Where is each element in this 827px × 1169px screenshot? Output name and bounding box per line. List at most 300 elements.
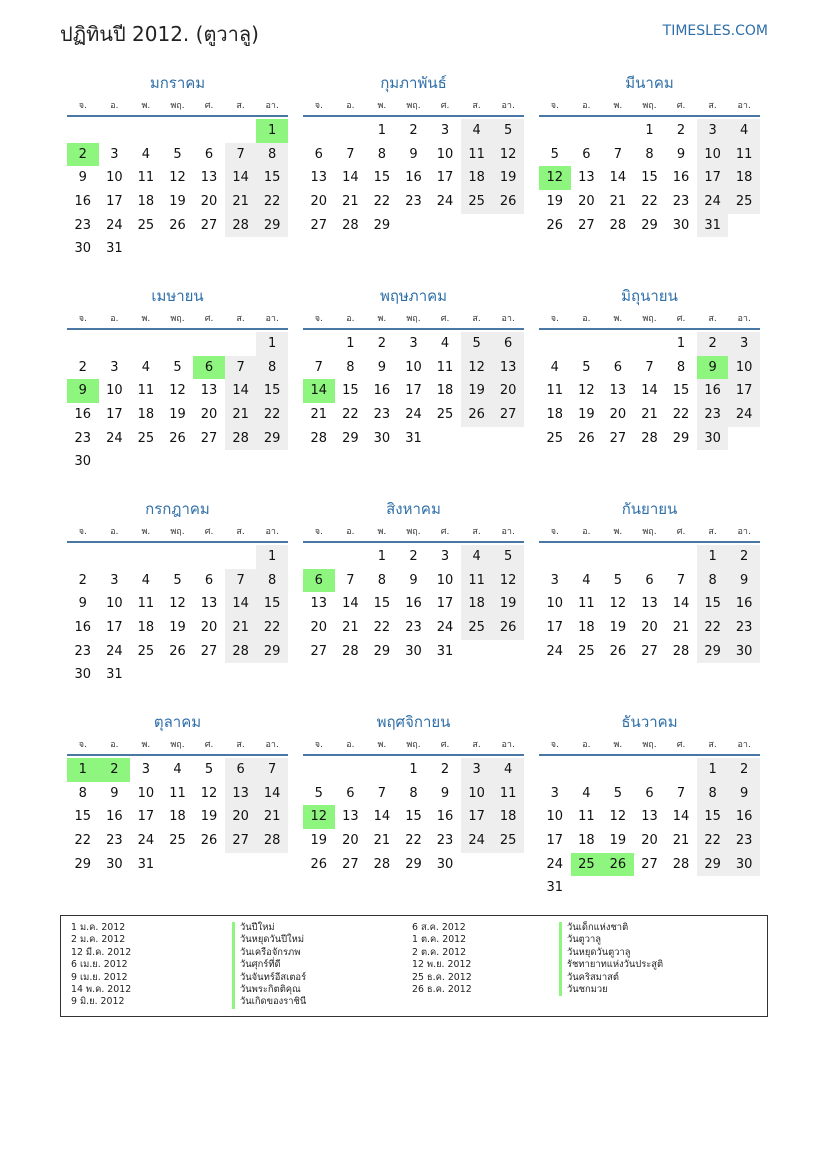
empty-cell bbox=[634, 758, 666, 782]
day-cell: 4 bbox=[461, 119, 493, 143]
day-cell: 25 bbox=[461, 616, 493, 640]
day-cell: 28 bbox=[225, 640, 257, 664]
empty-cell bbox=[602, 332, 634, 356]
week-row bbox=[67, 616, 288, 640]
day-cell: 8 bbox=[78, 785, 87, 801]
day-cell: 13 bbox=[342, 809, 359, 825]
empty-cell bbox=[602, 876, 634, 900]
weekday-label: ส. bbox=[236, 740, 245, 750]
day-cell: 18 bbox=[461, 592, 493, 616]
day-cell: 6 bbox=[204, 146, 214, 162]
day-cell: 16 bbox=[373, 383, 391, 399]
week-row bbox=[67, 332, 288, 356]
holiday-name: วันชกมวย bbox=[559, 984, 663, 996]
weekday-label: จ. bbox=[78, 527, 87, 537]
day-cell: 21 bbox=[672, 833, 690, 849]
day-cell: 24 bbox=[106, 643, 123, 659]
day-cell: 13 bbox=[200, 596, 218, 612]
weekday-label: พ. bbox=[141, 740, 151, 750]
weekday-header bbox=[539, 522, 760, 543]
holiday-day-cell: 2 bbox=[67, 143, 99, 167]
day-cell: 9 bbox=[78, 596, 87, 612]
day-cell: 20 bbox=[342, 833, 359, 849]
day-cell: 31 bbox=[546, 880, 564, 896]
weekday-label: จ. bbox=[550, 101, 559, 111]
day-cell: 20 bbox=[200, 407, 218, 423]
day-cell: 20 bbox=[578, 194, 595, 210]
week-row bbox=[539, 616, 760, 640]
weekday-label: จ. bbox=[550, 740, 559, 750]
empty-cell bbox=[99, 450, 131, 474]
day-cell: 14 bbox=[342, 596, 359, 612]
day-cell: 5 bbox=[613, 572, 623, 588]
weekday-label: ศ. bbox=[204, 101, 214, 111]
empty-cell bbox=[303, 758, 335, 782]
empty-cell bbox=[130, 332, 162, 356]
weekday-label: พฤ. bbox=[170, 740, 185, 750]
month-block bbox=[539, 496, 760, 663]
weekday-label: พ. bbox=[141, 314, 151, 324]
day-cell: 28 bbox=[310, 430, 328, 446]
day-cell: 17 bbox=[697, 166, 729, 190]
weekday-label: ส. bbox=[708, 740, 717, 750]
day-cell: 20 bbox=[310, 620, 328, 636]
empty-cell bbox=[634, 332, 666, 356]
week-row bbox=[539, 640, 760, 664]
day-cell: 12 bbox=[169, 170, 186, 186]
week-row bbox=[539, 545, 760, 569]
weekday-label: จ. bbox=[550, 314, 559, 324]
day-cell: 12 bbox=[169, 383, 186, 399]
day-cell: 10 bbox=[436, 572, 454, 588]
holiday-day-cell: 9 bbox=[697, 356, 729, 380]
empty-cell bbox=[602, 545, 634, 569]
month-name: เมษายน bbox=[151, 287, 204, 305]
day-cell: 25 bbox=[137, 217, 155, 233]
day-cell: 30 bbox=[74, 667, 92, 683]
day-cell: 31 bbox=[106, 241, 123, 257]
day-cell: 14 bbox=[256, 782, 288, 806]
holiday-date: 1 ต.ค. 2012 bbox=[412, 934, 467, 946]
empty-cell bbox=[571, 332, 603, 356]
day-cell: 21 bbox=[609, 194, 627, 210]
day-cell: 3 bbox=[550, 572, 559, 588]
empty-cell bbox=[193, 119, 225, 143]
month-name: มกราคม bbox=[149, 74, 206, 92]
day-cell: 16 bbox=[405, 170, 422, 186]
holiday-name: วันเด็กแห่งชาติ bbox=[559, 922, 663, 934]
empty-cell bbox=[492, 427, 524, 451]
day-cell: 1 bbox=[377, 123, 387, 138]
day-cell: 29 bbox=[373, 643, 391, 659]
day-cell: 23 bbox=[697, 403, 729, 427]
day-cell: 12 bbox=[609, 596, 627, 612]
empty-cell bbox=[130, 450, 162, 474]
day-cell: 1 bbox=[256, 545, 288, 569]
week-row bbox=[67, 569, 288, 593]
day-cell: 17 bbox=[461, 805, 493, 829]
day-cell: 28 bbox=[672, 856, 690, 872]
day-cell: 21 bbox=[225, 190, 257, 214]
day-cell: 8 bbox=[377, 572, 387, 588]
day-cell: 12 bbox=[492, 569, 524, 593]
day-cell: 19 bbox=[461, 379, 493, 403]
day-cell: 3 bbox=[110, 572, 119, 588]
day-cell: 29 bbox=[697, 853, 729, 877]
weekday-label: พฤ. bbox=[170, 527, 185, 537]
day-cell: 29 bbox=[256, 640, 288, 664]
day-cell: 24 bbox=[546, 856, 564, 872]
empty-cell bbox=[539, 758, 571, 782]
day-cell: 7 bbox=[225, 569, 257, 593]
week-row bbox=[303, 592, 524, 616]
day-cell: 2 bbox=[78, 359, 87, 375]
day-cell: 1 bbox=[676, 336, 686, 351]
empty-cell bbox=[256, 237, 288, 261]
day-cell: 19 bbox=[609, 620, 627, 636]
day-cell: 10 bbox=[106, 596, 123, 612]
weekday-label: จ. bbox=[314, 527, 323, 537]
month-name: ธันวาคม bbox=[621, 713, 678, 731]
month-block bbox=[539, 709, 760, 900]
month-name: สิงหาคม bbox=[386, 500, 441, 518]
empty-cell bbox=[665, 758, 697, 782]
empty-cell bbox=[335, 545, 367, 569]
day-cell: 9 bbox=[440, 785, 450, 801]
day-cell: 15 bbox=[405, 809, 422, 825]
weekday-label: อ. bbox=[582, 527, 591, 537]
day-cell: 25 bbox=[728, 190, 760, 214]
month-name: ตุลาคม bbox=[153, 713, 202, 731]
week-row bbox=[539, 214, 760, 238]
day-cell: 1 bbox=[377, 549, 387, 564]
weekday-label: พ. bbox=[613, 527, 623, 537]
empty-cell bbox=[193, 545, 225, 569]
day-cell: 29 bbox=[256, 427, 288, 451]
empty-cell bbox=[67, 119, 99, 143]
day-cell: 20 bbox=[492, 379, 524, 403]
weekday-label: พ. bbox=[613, 314, 623, 324]
day-cell: 13 bbox=[641, 596, 658, 612]
month-block bbox=[67, 496, 288, 687]
day-cell: 28 bbox=[609, 217, 627, 233]
day-cell: 31 bbox=[405, 430, 422, 446]
day-cell: 18 bbox=[728, 166, 760, 190]
week-row bbox=[539, 782, 760, 806]
day-cell: 21 bbox=[310, 407, 328, 423]
day-cell: 17 bbox=[436, 170, 454, 186]
day-cell: 3 bbox=[697, 119, 729, 143]
day-cell: 30 bbox=[373, 430, 391, 446]
day-cell: 7 bbox=[676, 785, 686, 801]
week-row bbox=[303, 190, 524, 214]
empty-cell bbox=[225, 237, 257, 261]
weekday-label: ศ. bbox=[204, 740, 214, 750]
empty-cell bbox=[665, 545, 697, 569]
week-row bbox=[67, 805, 288, 829]
day-cell: 30 bbox=[728, 853, 760, 877]
empty-cell bbox=[225, 119, 257, 143]
day-cell: 6 bbox=[204, 572, 214, 588]
day-cell: 12 bbox=[609, 809, 627, 825]
day-cell: 3 bbox=[461, 758, 493, 782]
holiday-day-cell: 6 bbox=[193, 356, 225, 380]
holiday-name: วันคริสมาสต์ bbox=[559, 972, 663, 984]
holiday-date: 12 มี.ค. 2012 bbox=[71, 946, 132, 958]
empty-cell bbox=[602, 758, 634, 782]
day-cell: 22 bbox=[256, 403, 288, 427]
empty-cell bbox=[225, 853, 257, 877]
day-cell: 30 bbox=[728, 640, 760, 664]
holiday-date: 1 ม.ค. 2012 bbox=[71, 922, 126, 933]
day-cell: 28 bbox=[373, 856, 391, 872]
legend-dates-left bbox=[71, 922, 231, 1009]
weekday-label: อา. bbox=[265, 101, 279, 111]
day-cell: 2 bbox=[440, 762, 450, 777]
empty-cell bbox=[162, 450, 194, 474]
holiday-day-cell: 6 bbox=[303, 569, 335, 593]
day-cell: 24 bbox=[728, 403, 760, 427]
weekday-label: พฤ. bbox=[406, 101, 421, 111]
week-row bbox=[539, 853, 760, 877]
day-cell: 23 bbox=[405, 194, 422, 210]
day-cell: 26 bbox=[578, 430, 595, 446]
day-cell: 25 bbox=[436, 407, 454, 423]
day-cell: 23 bbox=[728, 829, 760, 853]
legend-names-right bbox=[559, 922, 663, 996]
day-cell: 2 bbox=[377, 336, 387, 351]
holiday-day-cell: 1 bbox=[256, 119, 288, 143]
day-cell: 2 bbox=[697, 332, 729, 356]
day-cell: 15 bbox=[373, 170, 391, 186]
weekday-label: พฤ. bbox=[642, 740, 657, 750]
day-cell: 22 bbox=[256, 616, 288, 640]
week-row bbox=[303, 143, 524, 167]
day-cell: 5 bbox=[173, 359, 182, 375]
day-cell: 5 bbox=[314, 785, 323, 801]
day-cell: 28 bbox=[256, 829, 288, 853]
weekday-label: พ. bbox=[141, 101, 151, 111]
weekday-label: อ. bbox=[110, 527, 119, 537]
day-cell: 14 bbox=[225, 166, 257, 190]
day-cell: 13 bbox=[310, 170, 328, 186]
day-cell: 15 bbox=[74, 809, 92, 825]
day-cell: 21 bbox=[342, 620, 359, 636]
weekday-label: อา. bbox=[737, 314, 751, 324]
day-cell: 13 bbox=[609, 383, 627, 399]
empty-cell bbox=[162, 119, 194, 143]
day-cell: 5 bbox=[204, 762, 214, 777]
week-row bbox=[67, 545, 288, 569]
day-cell: 12 bbox=[492, 143, 524, 167]
day-cell: 27 bbox=[641, 856, 658, 872]
weekday-label: ศ. bbox=[676, 740, 686, 750]
day-cell: 21 bbox=[225, 403, 257, 427]
day-cell: 26 bbox=[169, 430, 186, 446]
day-cell: 4 bbox=[728, 119, 760, 143]
week-row bbox=[67, 450, 288, 474]
day-cell: 9 bbox=[110, 785, 119, 801]
empty-cell bbox=[571, 876, 603, 900]
day-cell: 24 bbox=[106, 430, 123, 446]
day-cell: 21 bbox=[672, 620, 690, 636]
day-cell: 5 bbox=[550, 146, 559, 162]
day-cell: 20 bbox=[310, 194, 328, 210]
weekday-label: พฤ. bbox=[406, 314, 421, 324]
weekday-label: อ. bbox=[346, 740, 355, 750]
day-cell: 27 bbox=[641, 643, 658, 659]
day-cell: 17 bbox=[106, 407, 123, 423]
day-cell: 5 bbox=[173, 146, 182, 162]
empty-cell bbox=[571, 545, 603, 569]
day-cell: 3 bbox=[550, 785, 559, 801]
weekday-label: ส. bbox=[708, 314, 717, 324]
weekday-label: พฤ. bbox=[642, 527, 657, 537]
day-cell: 2 bbox=[78, 572, 87, 588]
day-cell: 31 bbox=[106, 667, 123, 683]
day-cell: 28 bbox=[225, 214, 257, 238]
day-cell: 23 bbox=[74, 217, 92, 233]
day-cell: 17 bbox=[546, 833, 564, 849]
day-cell: 22 bbox=[405, 833, 422, 849]
day-cell: 18 bbox=[137, 407, 155, 423]
weekday-label: อ. bbox=[582, 314, 591, 324]
day-cell: 18 bbox=[546, 407, 564, 423]
day-cell: 1 bbox=[697, 758, 729, 782]
empty-cell bbox=[256, 450, 288, 474]
day-cell: 18 bbox=[578, 620, 595, 636]
week-row bbox=[539, 379, 760, 403]
weekday-header bbox=[303, 96, 524, 117]
weekday-label: อา. bbox=[501, 101, 515, 111]
day-cell: 22 bbox=[641, 194, 658, 210]
weekday-label: จ. bbox=[78, 314, 87, 324]
day-cell: 7 bbox=[256, 758, 288, 782]
day-cell: 2 bbox=[676, 123, 686, 138]
weekday-label: พฤ. bbox=[406, 527, 421, 537]
day-cell: 27 bbox=[492, 403, 524, 427]
day-cell: 8 bbox=[377, 146, 387, 162]
day-cell: 12 bbox=[169, 596, 186, 612]
empty-cell bbox=[335, 758, 367, 782]
day-cell: 12 bbox=[200, 785, 218, 801]
day-cell: 6 bbox=[314, 146, 323, 162]
day-cell: 11 bbox=[461, 143, 493, 167]
day-cell: 4 bbox=[461, 545, 493, 569]
holiday-date: 2 ม.ค. 2012 bbox=[71, 934, 126, 946]
site-link[interactable]: TIMESLES.COM bbox=[662, 23, 768, 39]
day-cell: 25 bbox=[492, 829, 524, 853]
day-cell: 19 bbox=[200, 809, 218, 825]
day-cell: 29 bbox=[405, 856, 422, 872]
empty-cell bbox=[256, 853, 288, 877]
day-cell: 24 bbox=[546, 643, 564, 659]
empty-cell bbox=[461, 214, 493, 238]
weekday-header bbox=[539, 96, 760, 117]
weekday-label: พฤ. bbox=[642, 314, 657, 324]
empty-cell bbox=[492, 853, 524, 877]
day-cell: 11 bbox=[578, 809, 595, 825]
day-cell: 23 bbox=[672, 194, 690, 210]
day-cell: 20 bbox=[609, 407, 627, 423]
day-cell: 10 bbox=[106, 170, 123, 186]
empty-cell bbox=[162, 237, 194, 261]
day-cell: 8 bbox=[645, 146, 654, 162]
day-cell: 29 bbox=[641, 217, 658, 233]
weekday-label: พฤ. bbox=[170, 314, 185, 324]
month-block bbox=[67, 283, 288, 474]
day-cell: 17 bbox=[405, 383, 422, 399]
empty-cell bbox=[225, 450, 257, 474]
weekday-header bbox=[303, 522, 524, 543]
weekday-header bbox=[67, 735, 288, 756]
day-cell: 15 bbox=[342, 383, 359, 399]
day-cell: 11 bbox=[137, 383, 155, 399]
empty-cell bbox=[99, 119, 131, 143]
day-cell: 29 bbox=[74, 856, 92, 872]
day-cell: 31 bbox=[697, 214, 729, 238]
day-cell: 3 bbox=[141, 762, 151, 777]
holiday-date: 2 ต.ค. 2012 bbox=[412, 946, 467, 958]
week-row bbox=[303, 758, 524, 782]
day-cell: 9 bbox=[78, 170, 87, 186]
day-cell: 26 bbox=[492, 190, 524, 214]
day-cell: 28 bbox=[225, 427, 257, 451]
day-cell: 14 bbox=[609, 170, 627, 186]
empty-cell bbox=[461, 427, 493, 451]
day-cell: 27 bbox=[200, 430, 218, 446]
week-row bbox=[67, 214, 288, 238]
day-cell: 16 bbox=[74, 407, 92, 423]
week-row bbox=[67, 190, 288, 214]
holiday-name: วันเกิดของราชินี bbox=[232, 996, 306, 1008]
day-cell: 31 bbox=[436, 643, 454, 659]
day-cell: 2 bbox=[728, 758, 760, 782]
holiday-name: วันเครือจักรภพ bbox=[232, 947, 306, 959]
empty-cell bbox=[728, 427, 760, 451]
day-cell: 3 bbox=[110, 146, 119, 162]
weekday-label: ศ. bbox=[440, 314, 450, 324]
day-cell: 4 bbox=[582, 785, 591, 801]
day-cell: 7 bbox=[346, 572, 355, 588]
week-row bbox=[303, 853, 524, 877]
day-cell: 24 bbox=[697, 190, 729, 214]
day-cell: 11 bbox=[492, 782, 524, 806]
day-cell: 14 bbox=[672, 596, 690, 612]
month-name: กรกฎาคม bbox=[145, 500, 210, 518]
empty-cell bbox=[571, 758, 603, 782]
day-cell: 9 bbox=[676, 146, 686, 162]
day-cell: 4 bbox=[582, 572, 591, 588]
empty-cell bbox=[602, 119, 634, 143]
holiday-date: 9 เม.ย. 2012 bbox=[71, 971, 128, 983]
holiday-name: วันพระกิตติคุณ bbox=[232, 984, 306, 996]
month-block bbox=[303, 496, 524, 663]
empty-cell bbox=[571, 119, 603, 143]
day-cell: 10 bbox=[728, 356, 760, 380]
holiday-day-cell: 2 bbox=[99, 758, 131, 782]
day-cell: 29 bbox=[373, 217, 391, 233]
holiday-date: 6 เม.ย. 2012 bbox=[71, 959, 128, 971]
week-row bbox=[67, 592, 288, 616]
day-cell: 6 bbox=[613, 359, 623, 375]
week-row bbox=[303, 332, 524, 356]
day-cell: 16 bbox=[436, 809, 454, 825]
weekday-label: อ. bbox=[582, 101, 591, 111]
holiday-day-cell: 12 bbox=[539, 166, 571, 190]
weekday-label: อา. bbox=[501, 740, 515, 750]
empty-cell bbox=[193, 450, 225, 474]
